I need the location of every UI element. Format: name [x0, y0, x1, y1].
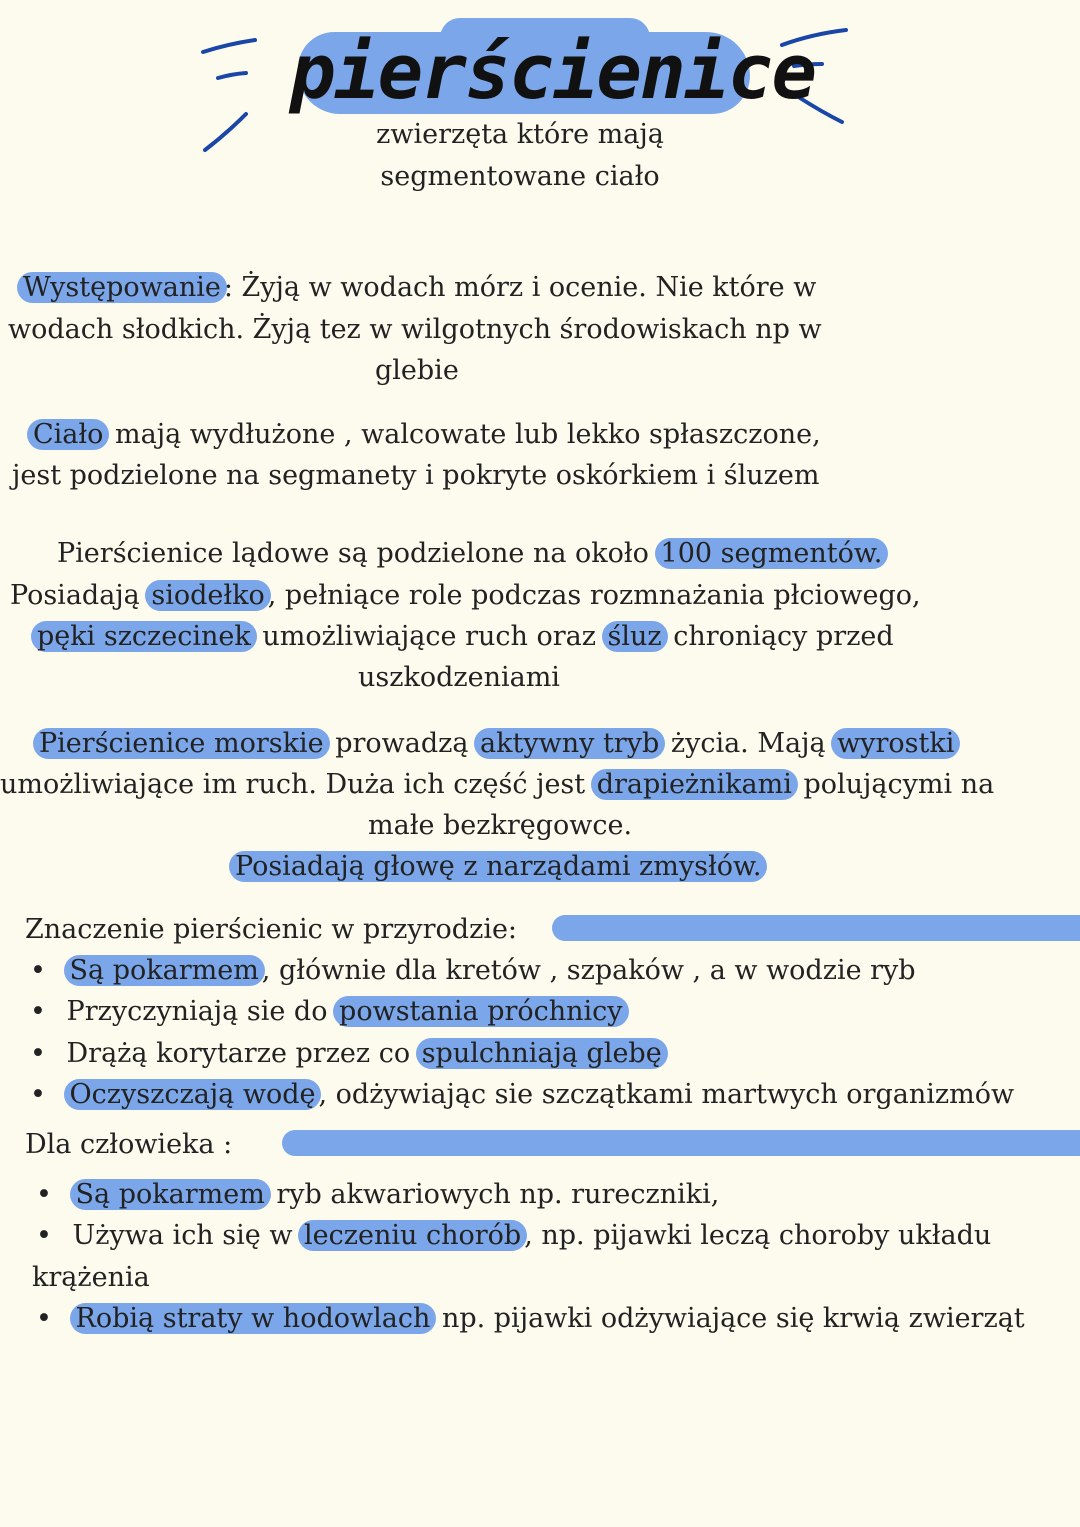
highlight-term: spulchniają glebę: [416, 1038, 668, 1069]
page-title: pierścienice: [290, 27, 816, 116]
highlight-term: Posiadają głowę z narządami zmysłów.: [229, 851, 767, 882]
nature-heading: Znaczenie pierścienic w przyrodzie:: [25, 914, 518, 945]
highlight-term: Pierścienice morskie: [33, 728, 330, 759]
occurrence-line: glebie: [375, 355, 459, 386]
highlight-term: leczeniu chorób: [298, 1220, 527, 1251]
highlight-term: aktywny tryb: [474, 728, 665, 759]
list-item: • Przyczyniają sie do powstania próchnicy: [30, 992, 626, 1032]
highlight-term: pęki szczecinek: [31, 621, 257, 652]
land-line: Pierścienice lądowe są podzielone na około 100 segmentów.: [57, 534, 885, 574]
page-subtitle: zwierzęta które mają segmentowane ciało: [376, 119, 664, 192]
underline-stroke: [282, 1130, 1080, 1156]
highlight-term: Robią straty w hodowlach: [70, 1303, 437, 1334]
highlight-term: siodełko: [145, 580, 270, 611]
marine-line: małe bezkręgowce.: [368, 810, 633, 841]
list-item-continuation: krążenia: [32, 1262, 150, 1293]
highlight-term: Są pokarmem: [70, 1179, 271, 1210]
occurrence-line: wodach słodkich. Żyją tez w wilgotnych środowiskach np w: [8, 314, 822, 345]
list-item: • Oczyszczają wodę , odżywiając sie szczątkami martwych organizmów: [30, 1075, 1014, 1115]
list-item: • Robią straty w hodowlach np. pijawki odżywiające się krwią zwierząt: [36, 1299, 1025, 1339]
list-item: • Drążą korytarze przez co spulchniają glebę: [30, 1034, 665, 1074]
land-line: uszkodzeniami: [358, 662, 560, 693]
highlight-term: Występowanie: [17, 272, 227, 303]
highlight-term: wyrostki: [831, 728, 960, 759]
marine-line: umożliwiające im ruch. Duża ich część jest drapieżnikami polującymi na: [0, 769, 995, 800]
list-item: • Używa ich się w leczeniu chorób , np. pijawki leczą choroby układu: [36, 1216, 991, 1256]
highlight-term: 100 segmentów.: [655, 538, 889, 569]
human-heading: Dla człowieka :: [25, 1129, 233, 1160]
marine-line: Pierścienice morskie prowadzą aktywny tryb życia. Mają wyrostki: [36, 724, 957, 764]
underline-stroke: [552, 915, 1080, 941]
land-line: Posiadają siodełko , pełniące role podczas rozmnażania płciowego,: [10, 580, 921, 611]
highlight-term: powstania próchnicy: [333, 996, 629, 1027]
list-item: • Są pokarmem , głównie dla kretów , szpaków , a w wodzie ryb: [30, 951, 916, 991]
highlight-term: śluz: [602, 621, 668, 652]
highlight-term: Oczyszczają wodę: [64, 1079, 322, 1110]
body-line: Ciało mają wydłużone , walcowate lub lekko spłaszczone,: [30, 415, 821, 455]
highlight-term: Są pokarmem: [64, 955, 265, 986]
body-line: jest podzielone na segmanety i pokryte oskórkiem i śluzem: [12, 460, 820, 491]
highlight-term: Ciało: [27, 419, 109, 450]
land-line: pęki szczecinek umożliwiające ruch oraz śluz chroniący przed: [34, 617, 894, 657]
title-block: [290, 14, 816, 124]
highlight-term: drapieżnikami: [591, 769, 798, 800]
occurrence-line: Występowanie : Żyją w wodach mórz i ocenie. Nie które w: [20, 268, 816, 308]
marine-line: [232, 847, 764, 887]
list-item: • Są pokarmem ryb akwariowych np. rureczniki,: [36, 1175, 719, 1215]
